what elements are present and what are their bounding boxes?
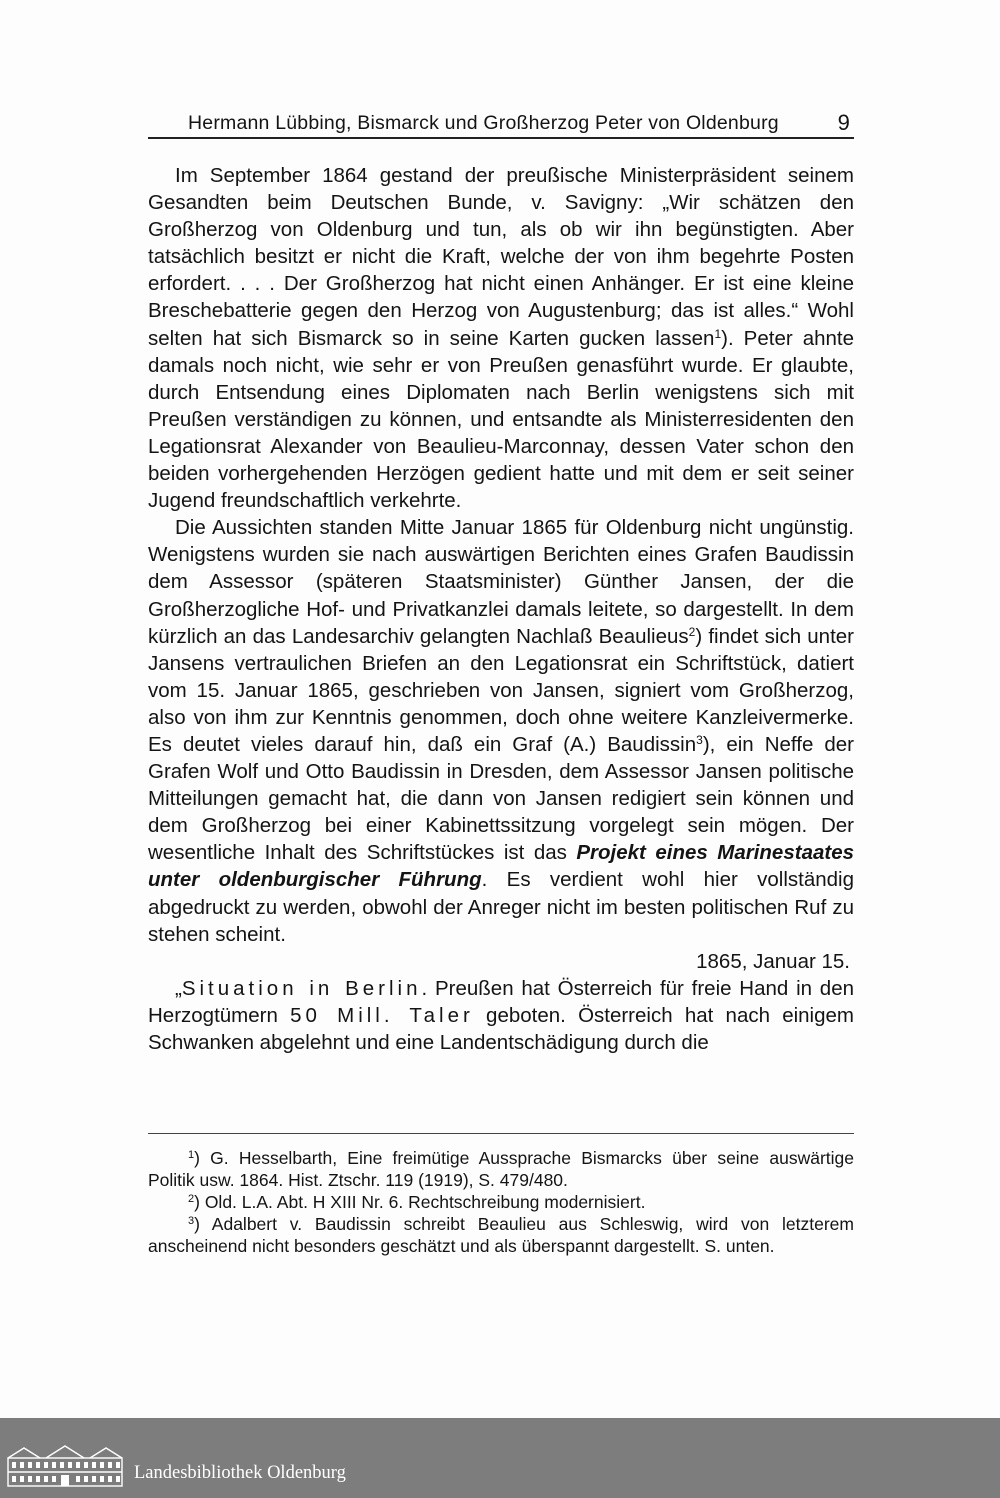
- header-rule: [148, 137, 854, 139]
- paragraph-1-text-cont: ). Peter ahnte damals noch nicht, wie sehr er von Preußen genasführt wurde. Er glaubte, durch Entsendung eines Diplomaten nach Berlin wenigstens sich mit Preußen verständigen zu können, und entsandte als Ministerresidenten den Legationsrat Alexander von Beaulieu-Marconnay, dessen Vater schon den beiden vorhergehenden Herzögen gedient hatte und mit dem er seit seiner Jugend freundschaftlich verkehrte.: [148, 326, 854, 513]
- running-title: Hermann Lübbing, Bismarck und Großherzog Peter von Oldenburg: [188, 112, 779, 134]
- running-header: [148, 108, 854, 138]
- paragraph-2-text-end: . Es verdient wohl hier vollständig abgedruckt zu werden, obwohl der Anreger nicht im besten politischen Ruf zu stehen scheint.: [148, 868, 854, 946]
- footnote-ref-3: 3: [696, 732, 703, 747]
- paragraph-3-text: . Preußen hat Österreich für freie Hand in den Herzogtümern: [148, 976, 854, 1027]
- emphasized-title: Projekt eines Marinestaates unter oldenburgischer Führung: [148, 841, 854, 892]
- footnotes: [148, 1147, 854, 1257]
- paragraph-1: [148, 162, 854, 514]
- paragraph-3: [148, 975, 854, 1056]
- date-line: 1865, Januar 15.: [696, 949, 850, 973]
- footnote-marker-3: 3: [188, 1215, 195, 1227]
- paragraph-2-text: Die Aussichten standen Mitte Januar 1865 für Oldenburg nicht ungünstig. Wenigstens wurden sie nach auswärtigen Berichten eines Grafen Baudissin dem Assessor (späteren Staatsminister) Günther Jansen, der die Großherzogliche Hof- und Privatkanzlei damals leitete, so dargestellt. In dem kürzlich an das Landesarchiv gelangten Nachlaß Beaulieus: [148, 516, 854, 648]
- footnote-1: [148, 1147, 854, 1191]
- footnote-2: [148, 1191, 854, 1213]
- paragraph-2-text-cont: ) findet sich unter Jansens vertraulichen Briefen an den Legationsrat ein Schriftstück, datiert vom 15. Januar 1865, geschrieben von Jansen, signiert vom Großherzog, also von ihm zur Kenntnis genommen, doch ohne weitere Kanzleivermerke. Es deutet vieles darauf hin, daß ein Graf (A.) Baudissin: [148, 624, 854, 756]
- library-name: Landesbibliothek Oldenburg: [134, 1463, 346, 1483]
- paragraph-1-text: Im September 1864 gestand der preußische Ministerpräsident seinem Gesandten beim Deutschen Bunde, v. Savigny: „Wir schätzen den Großherzog von Oldenburg und tun, als ob wir ihn begünstigten. Aber tatsächlich besitzt er nicht die Kraft, welche der von ihm begehrte Posten erfordert. . . . Der Großherzog hat nicht einen Anhänger. Er ist eine kleine Breschebatterie gegen den Herzog von Augustenburg; das ist alles.“ Wohl selten hat sich Bismarck so in seine Karten gucken lassen: [148, 164, 854, 350]
- spaced-heading: Situation in Berlin: [181, 976, 422, 1000]
- footnote-marker-2: 2: [188, 1193, 195, 1205]
- footnote-3-text: ) Adalbert v. Baudissin schreibt Beaulieu aus Schleswig, wird von letzterem anscheinend nicht besonders geschätzt und als überspannt dargestellt. S. unten.: [148, 1214, 854, 1256]
- footnote-2-text: ) Old. L.A. Abt. H XIII Nr. 6. Rechtschreibung modernisiert.: [194, 1192, 646, 1212]
- paragraph-3-text-cont: geboten. Österreich hat nach einigem Schwanken abgelehnt und eine Landentschädigung durch die: [148, 1003, 854, 1054]
- spaced-amount: 50 Mill. Taler: [290, 1003, 474, 1027]
- body-text: [148, 162, 854, 1056]
- paragraph-2: [148, 514, 854, 948]
- footnote-ref-1: 1: [714, 326, 722, 341]
- paragraph-2-text-cont-2: ), ein Neffe der Grafen Wolf und Otto Baudissin in Dresden, dem Assessor Jansen politische Mitteilungen gemacht hat, die dann von Jansen redigiert sein können und dem Großherzog bei einer Kabinettssitzung vorgelegt sein mögen. Der wesentliche Inhalt des Schriftstückes ist das: [148, 732, 854, 865]
- library-banner: [0, 1418, 1000, 1498]
- library-building-icon: [6, 1444, 124, 1488]
- page-number: 9: [837, 110, 850, 135]
- footnote-marker-1: 1: [188, 1149, 195, 1161]
- footnote-ref-2: 2: [688, 624, 696, 639]
- footnote-1-text: ) G. Hesselbarth, Eine freimütige Aussprache Bismarcks über seine auswärtige Politik usw. 1864. Hist. Ztschr. 119 (1919), S. 479/480.: [148, 1148, 854, 1190]
- footnote-rule: [148, 1133, 854, 1134]
- footnote-3: [148, 1213, 854, 1257]
- open-quote: „: [175, 976, 182, 1000]
